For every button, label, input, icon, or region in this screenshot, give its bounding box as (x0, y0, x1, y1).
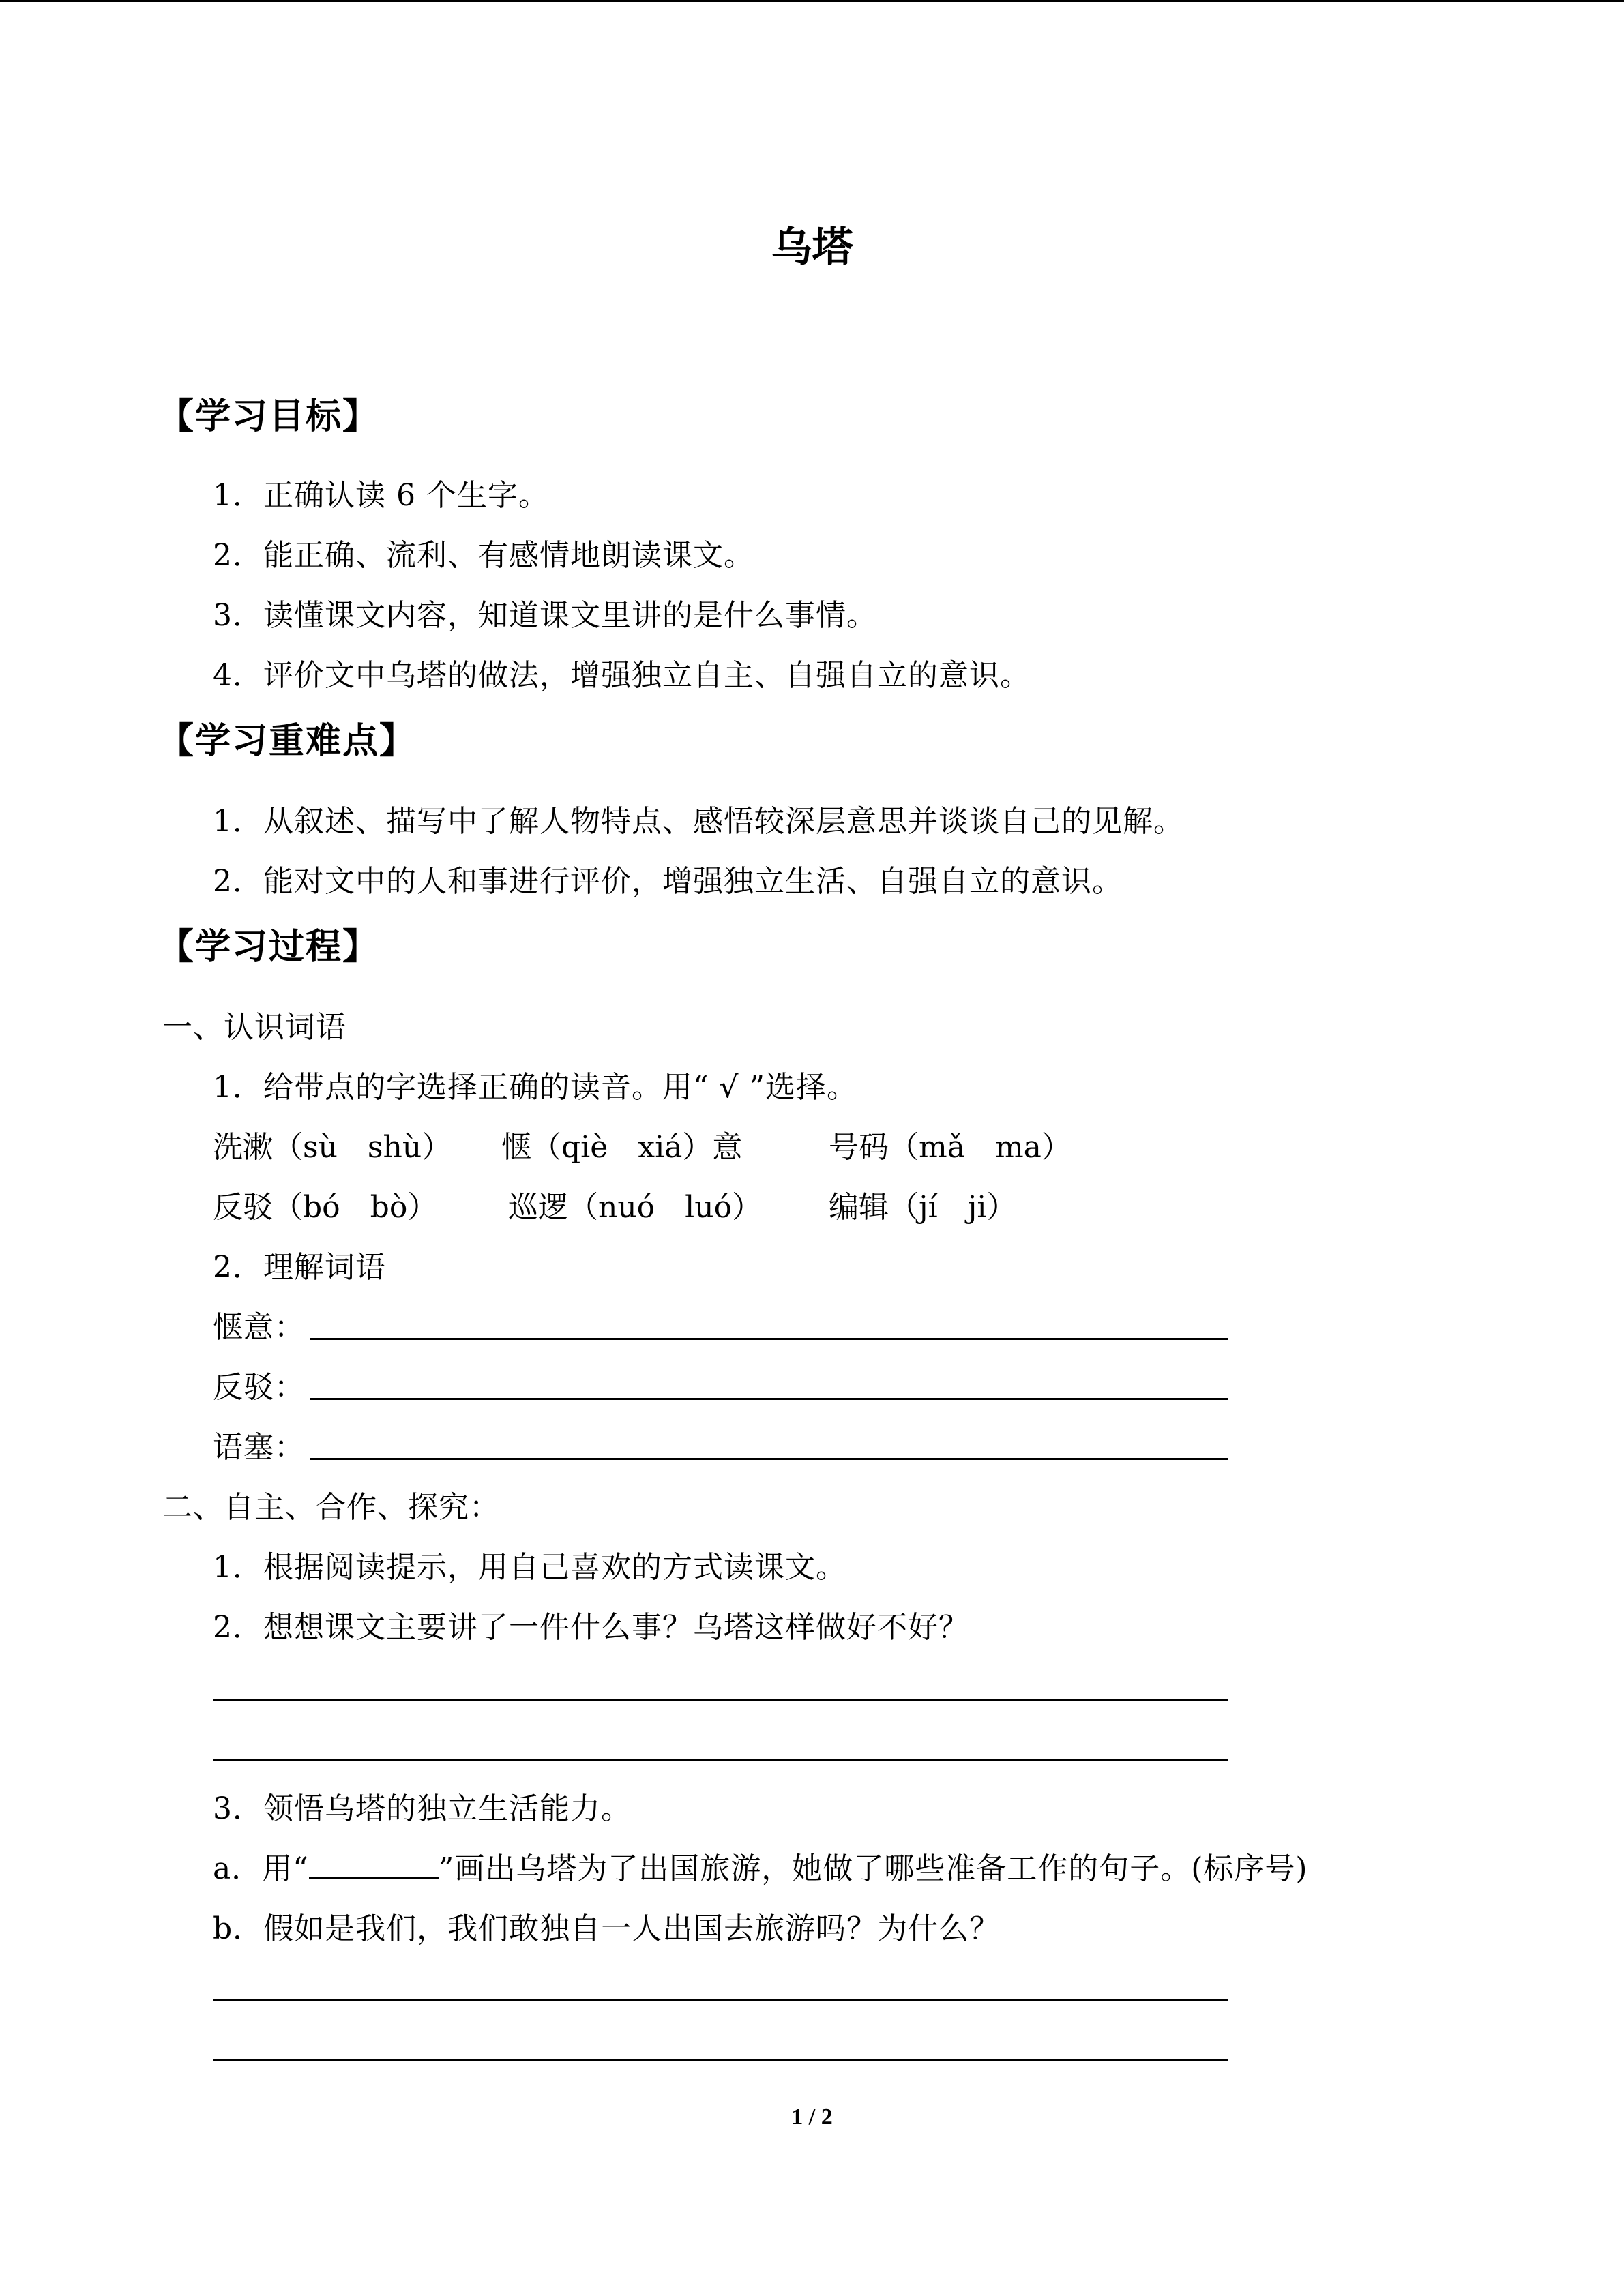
term-label-fanbo: 反驳： (213, 1370, 305, 1405)
answer-line[interactable] (310, 1458, 1228, 1460)
pinyin-option: 号码（mǎ ma） (829, 1130, 1072, 1165)
question-3a-suffix: ”画出乌塔为了出国旅游，她做了哪些准备工作的句子。(标序号) (438, 1851, 1308, 1886)
question-3a-prefix: a．用“ (213, 1851, 309, 1886)
underline-sample (309, 1849, 439, 1879)
term-label-yuse: 语塞： (213, 1430, 305, 1465)
key-point-item-1: 1．从叙述、描写中了解人物特点、感悟较深层意思并谈谈自己的见解。 (213, 804, 1184, 839)
part2-title: 二、自主、合作、探究： (162, 1490, 500, 1525)
part1-title: 一、认识词语 (162, 1010, 346, 1045)
part2-question-1: 1．根据阅读提示，用自己喜欢的方式读课文。 (213, 1550, 846, 1585)
pinyin-option: 洗漱（sù shù） (213, 1130, 452, 1165)
pinyin-option: 巡逻（nuó luó） (508, 1190, 763, 1225)
part1-question-1: 1．给带点的字选择正确的读音。用“ √ ”选择。 (213, 1070, 857, 1105)
top-border-line (0, 0, 1624, 2)
goal-item-4: 4．评价文中乌塔的做法，增强独立自主、自强自立的意识。 (213, 658, 1031, 693)
process-heading: 【学习过程】 (158, 927, 380, 968)
part2-question-2: 2．想想课文主要讲了一件什么事？乌塔这样做好不好？ (213, 1610, 969, 1645)
pinyin-option: 编辑（jí ji） (829, 1190, 1017, 1225)
part2-question-3b: b．假如是我们，我们敢独自一人出国去旅游吗？为什么？ (213, 1911, 1001, 1946)
goals-heading: 【学习目标】 (158, 396, 380, 437)
answer-line[interactable] (213, 1759, 1228, 1761)
answer-line[interactable] (310, 1398, 1228, 1400)
pinyin-option: 反驳（bó bò） (213, 1190, 438, 1225)
pinyin-option: 惬（qiè xiá）意 (501, 1130, 743, 1165)
part2-question-3a (213, 1844, 1308, 1888)
page-number: 1 / 2 (791, 2104, 833, 2130)
goal-item-1: 1．正确认读 6 个生字。 (213, 478, 549, 513)
term-label-qieyi: 惬意： (213, 1310, 305, 1345)
part2-question-3: 3．领悟乌塔的独立生活能力。 (213, 1791, 632, 1826)
key-point-item-2: 2．能对文中的人和事进行评价，增强独立生活、自强自立的意识。 (213, 864, 1123, 899)
goal-item-2: 2．能正确、流利、有感情地朗读课文。 (213, 538, 754, 573)
answer-line[interactable] (213, 1699, 1228, 1701)
answer-line[interactable] (213, 2059, 1228, 2061)
key-points-heading: 【学习重难点】 (158, 721, 417, 762)
answer-line[interactable] (213, 1999, 1228, 2001)
page-title: 乌塔 (771, 224, 853, 271)
goal-item-3: 3．读懂课文内容，知道课文里讲的是什么事情。 (213, 598, 877, 633)
answer-line[interactable] (310, 1338, 1228, 1340)
part1-question-2: 2．理解词语 (213, 1250, 386, 1285)
